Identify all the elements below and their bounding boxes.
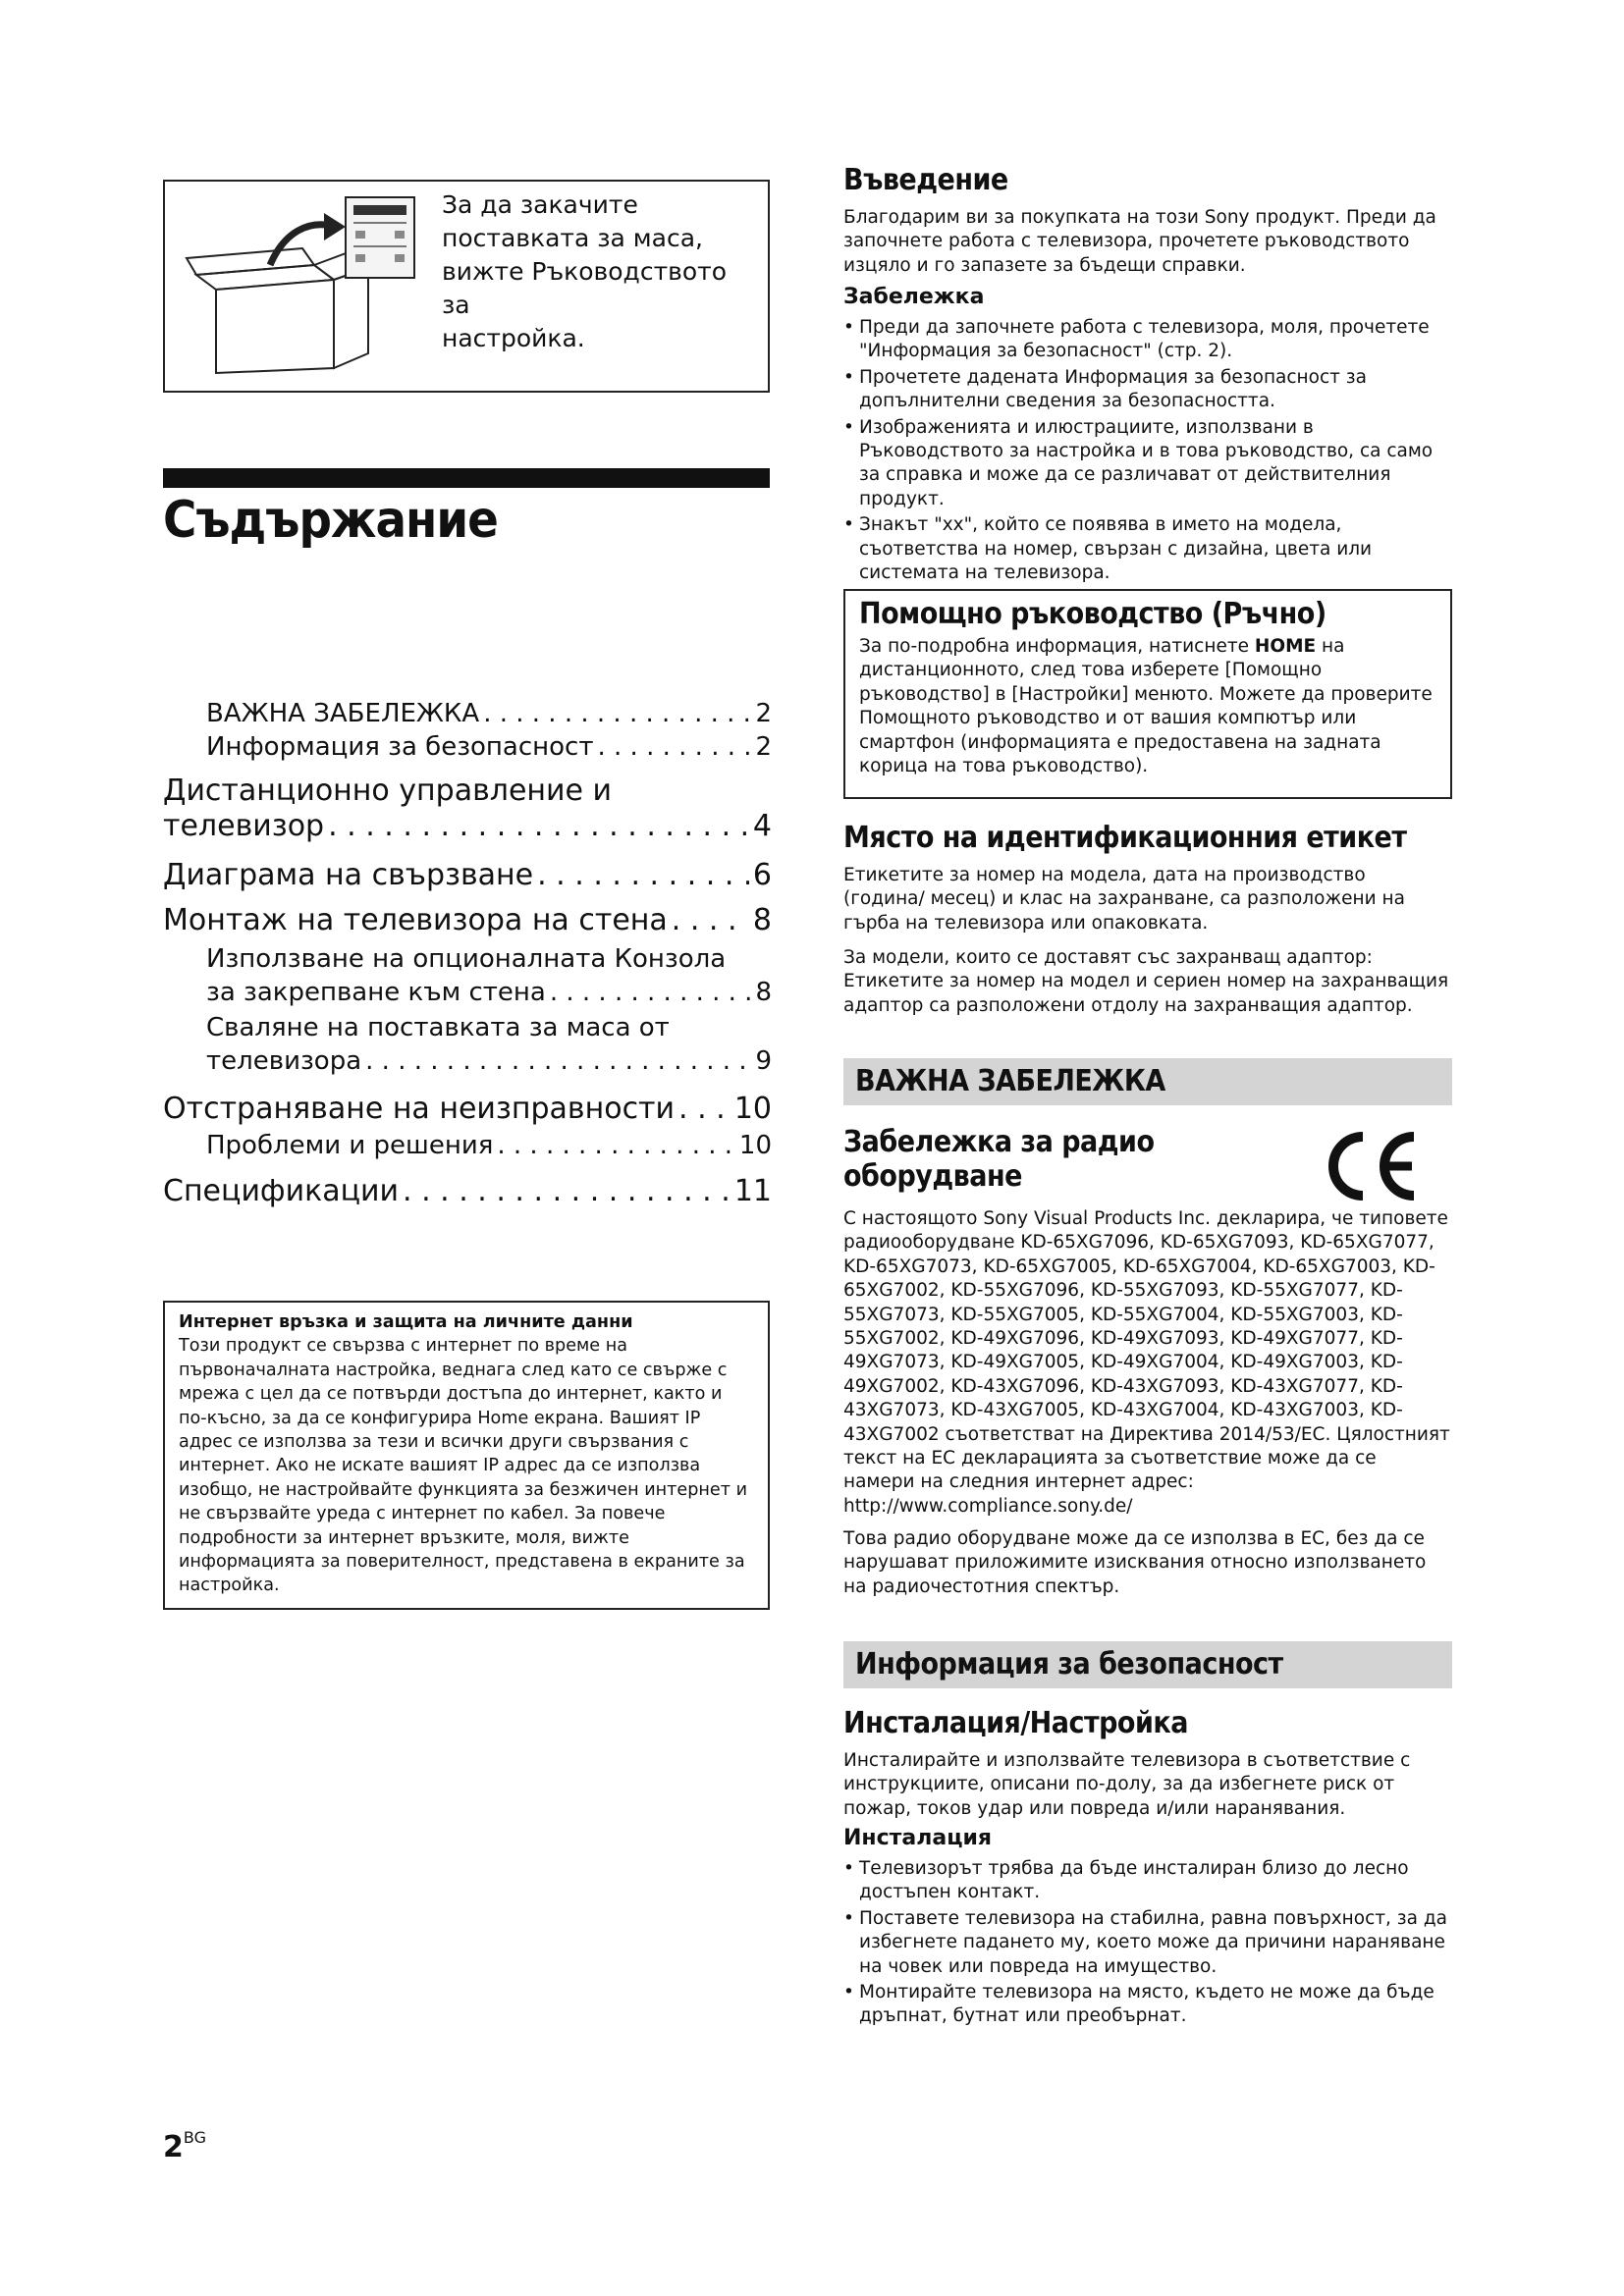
toc-page: 6 <box>752 858 772 892</box>
toc-entry[interactable] <box>163 903 772 937</box>
privacy-text: Този продукт се свързва с интернет по време на първоначалната настройка, веднага след като се свърже с мрежа с цел да се потвърди достъпа до интернет, както и по-късно, за да се конфигурира Home екрана. Вашият IP адрес се използва за тези и всички други свързвания с интернет. Ако не искате вашият IP адрес да се използва изобщо, не настройвайте функцията за безжичен интернет и не свързвайте уреда с интернет по кабел. За повече подробности за интернет връзките, моля, вижте информацията за поверителност, представена в екраните за настройка. <box>179 1336 748 1596</box>
toc-dots <box>328 809 749 843</box>
toc-label: Спецификации <box>163 1174 399 1208</box>
radio-usage-text: Това радио оборудване може да се използва в ЕС, без да се нарушават приложимите изисквания относно използването на радиочестотния спектър. <box>843 1528 1427 1597</box>
toc-label: телевизора <box>206 1046 362 1076</box>
contents-bar <box>163 468 770 488</box>
intro-title: Въведение <box>843 163 1008 197</box>
privacy-box <box>163 1301 770 1610</box>
toc-entry[interactable] <box>206 732 772 762</box>
installation-items <box>843 1857 1452 2031</box>
installation-setup-text: Инсталирайте и използвайте телевизора в съответствие с инструкциите, описани по-долу, за да избегнете риск от пожар, токов удар или повреда и/или наранявания. <box>843 1750 1411 1819</box>
toc-dots <box>672 903 749 937</box>
toc-label-line1: Дистанционно управление и <box>163 774 613 808</box>
intro-note-title: Забележка <box>843 285 985 309</box>
intro-notes <box>843 316 1452 587</box>
toc-entry[interactable] <box>206 1046 772 1076</box>
label-location-para1: Етикетите за номер на модела, дата на производство (година/ месец) и клас на захранване, са разположени на гърба на телевизора или опаковката. <box>843 865 1405 934</box>
toc-label: ВАЖНА ЗАБЕЛЕЖКА <box>206 699 480 728</box>
toc-entry[interactable] <box>206 699 772 728</box>
toc-entry[interactable] <box>206 1131 772 1160</box>
stand-note-text <box>442 188 756 355</box>
stand-note-line: настройка. <box>442 324 585 352</box>
important-notice-bar <box>843 1058 1452 1105</box>
stand-note-line: поставката за маса, <box>442 224 704 252</box>
table-of-contents <box>163 687 772 1237</box>
label-location-para2: За модели, които се доставят със захранващ адаптор: Етикетите за номер на модел и сериен номер на захранващия адаптор са разположени отдолу на захранващия адаптор. <box>843 947 1449 1016</box>
help-guide-text <box>859 635 1436 778</box>
toc-label: Проблеми и решения <box>206 1131 494 1160</box>
installation-setup-title: Инсталация/Настройка <box>843 1706 1188 1740</box>
toc-page: 10 <box>738 1131 772 1160</box>
list-item: • Изображенията и илюстрациите, използвани в Ръководството за настройка и в това ръководство, са само за справка и може да се различават от действителния продукт. <box>843 416 1452 512</box>
toc-dots <box>550 978 752 1007</box>
toc-entry[interactable] <box>206 978 772 1007</box>
toc-page: 2 <box>755 699 772 728</box>
radio-declaration-text: С настоящото Sony Visual Products Inc. декларира, че типовете радиооборудване KD-65XG7096, KD-65XG7093, KD-65XG7077, KD-65XG7073, KD-65XG7005, KD-65XG7004, KD-65XG7003, KD-65XG7002, KD-55XG7096, KD-55XG7093, KD-55XG7077, KD-55XG7073, KD-55XG7005, KD-55XG7004, KD-55XG7003, KD-55XG7002, KD-49XG7096, KD-49XG7093, KD-49XG7077, KD-49XG7073, KD-49XG7005, KD-49XG7004, KD-49XG7003, KD-49XG7002, KD-43XG7096, KD-43XG7093, KD-43XG7077, KD-43XG7073, KD-43XG7005, KD-43XG7004, KD-43XG7003, KD-43XG7002 съответстват на Директива 2014/53/ЕС. Цялостният текст на ЕС декларацията за съответствие може да се намери на следния интернет адрес: http://www.compliance.sony.de/ <box>843 1208 1450 1517</box>
toc-entry[interactable] <box>163 1092 772 1126</box>
safety-info-title: Информация за безопасност <box>855 1647 1283 1682</box>
toc-page: 10 <box>733 1092 772 1126</box>
stand-note-line: За да закачите <box>442 190 638 219</box>
toc-dots <box>403 1174 731 1208</box>
safety-info-bar <box>843 1641 1452 1688</box>
list-item: • Прочетете дадената Информация за безопасност за допълнителни сведения за безопасността. <box>843 366 1452 414</box>
toc-dots <box>365 1046 751 1076</box>
toc-label: Отстраняване на неизправности <box>163 1092 676 1126</box>
help-guide-text-part: на дистанционното, след това изберете [Помощно ръководство] в [Настройки] менюто. Можете да проверите Помощното ръководство и от вашия компютър или смартфон (информацията е предоставена на задната корица на това ръководство). <box>859 636 1433 777</box>
tv-box-illustration <box>177 191 422 378</box>
label-location-title: Място на идентификационния етикет <box>843 821 1407 855</box>
toc-label: телевизор <box>163 809 325 843</box>
toc-page: 9 <box>755 1046 772 1076</box>
privacy-title: Интернет връзка и защита на личните данни <box>179 1312 633 1332</box>
toc-page: 8 <box>752 903 772 937</box>
toc-dots <box>678 1092 731 1126</box>
toc-page: 2 <box>755 732 772 762</box>
toc-entry[interactable] <box>163 1174 772 1208</box>
list-item: • Монтирайте телевизора на място, където не може да бъде дръпнат, бутнат или преобърнат. <box>843 1981 1452 2029</box>
contents-title: Съдържание <box>163 491 498 550</box>
page-number <box>163 2128 206 2164</box>
toc-dots <box>598 732 752 762</box>
ce-mark-icon <box>1316 1127 1424 1205</box>
toc-dots <box>497 1131 735 1160</box>
toc-label-line1: Сваляне на поставката за маса от <box>206 1013 670 1042</box>
help-guide-box <box>843 589 1452 799</box>
help-guide-title: Помощно ръководство (Ръчно) <box>859 597 1326 631</box>
toc-label: Монтаж на телевизора на стена <box>163 903 668 937</box>
list-item: • Телевизорът трябва да бъде инсталиран близо до лесно достъпен контакт. <box>843 1857 1452 1905</box>
toc-entry[interactable] <box>163 809 772 843</box>
list-item: • Преди да започнете работа с телевизора, моля, прочетете "Информация за безопасност" (стр. 2). <box>843 316 1452 364</box>
list-item: • Поставете телевизора на стабилна, равна повърхност, за да избегнете падането му, което може да причини нараняване на човек или повреда на имущество. <box>843 1907 1452 1979</box>
help-guide-text-part: За по-подробна информация, натиснете <box>859 636 1255 657</box>
important-notice-title: ВАЖНА ЗАБЕЛЕЖКА <box>855 1064 1165 1098</box>
toc-page: 8 <box>755 978 772 1007</box>
list-item: • Знакът "xx", който се появява в името на модела, съответства на номер, свързан с дизайна, цвета или системата на телевизора. <box>843 513 1452 585</box>
toc-entry[interactable] <box>163 858 772 892</box>
page-language-code: BG <box>183 2128 206 2147</box>
toc-dots <box>483 699 751 728</box>
toc-label: Диаграма на свързване <box>163 858 534 892</box>
toc-dots <box>537 858 749 892</box>
toc-label: за закрепване към стена <box>206 978 546 1007</box>
toc-label: Информация за безопасност <box>206 732 594 762</box>
intro-text: Благодарим ви за покупката на този Sony продукт. Преди да започнете работа с телевизора, прочетете ръководството изцяло и го запазете за бъдещи справки. <box>843 207 1436 276</box>
toc-label-line1: Използване на опционалната Конзола <box>206 944 727 974</box>
page-number-value: 2 <box>163 2130 184 2164</box>
installation-subtitle: Инсталация <box>843 1826 993 1850</box>
stand-note-line: вижте Ръководството за <box>442 257 728 319</box>
toc-page: 4 <box>752 809 772 843</box>
toc-page: 11 <box>733 1174 772 1208</box>
radio-equipment-title: Забележка за радио оборудване <box>843 1125 1155 1194</box>
home-key-label: HOME <box>1254 636 1317 657</box>
